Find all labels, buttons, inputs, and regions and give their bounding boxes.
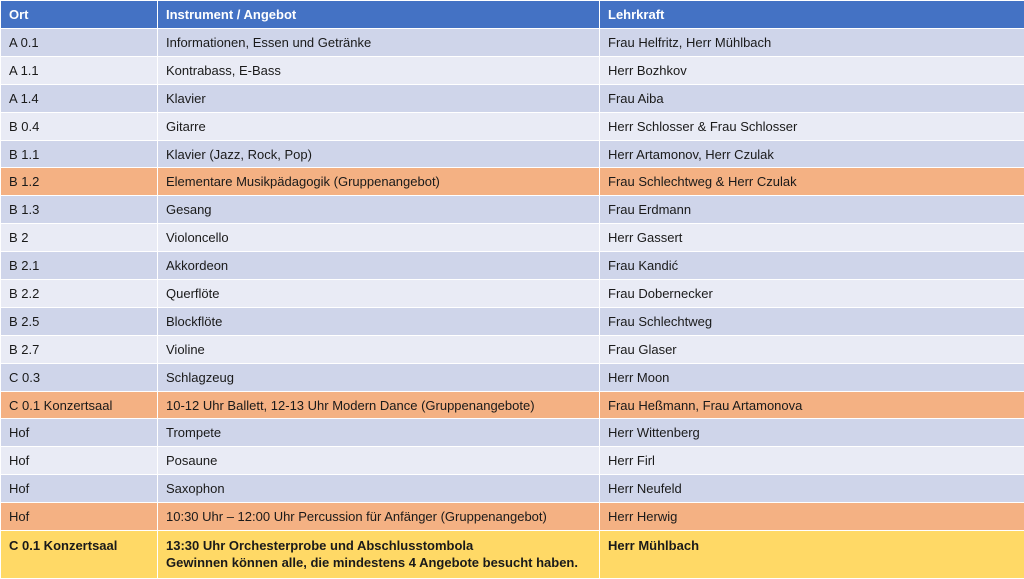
ort-cell: B 1.1 [1,140,158,168]
table-row [1,224,1024,252]
ort-cell: B 1.2 [1,168,158,196]
lehrkraft-cell: Frau Schlechtweg & Herr Czulak [600,168,1024,196]
final-row [1,531,1024,579]
table-row [1,252,1024,280]
angebot-cell: Blockflöte [158,307,600,335]
table-row [1,140,1024,168]
lehrkraft-cell: Herr Firl [600,447,1024,475]
angebot-cell: Querflöte [158,280,600,308]
angebot-cell: Elementare Musikpädagogik (Gruppenangebot) [158,168,600,196]
angebot-cell: Kontrabass, E-Bass [158,56,600,84]
angebot-cell: Trompete [158,419,600,447]
angebot-cell: Klavier [158,84,600,112]
angebot-cell: Gitarre [158,112,600,140]
angebot-cell: Akkordeon [158,252,600,280]
table-row [1,391,1024,419]
lehrkraft-cell: Frau Dobernecker [600,280,1024,308]
table-row [1,112,1024,140]
table-row [1,503,1024,531]
table-row [1,307,1024,335]
header-angebot: Instrument / Angebot [158,1,600,29]
angebot-cell: 10:30 Uhr – 12:00 Uhr Percussion für Anfänger (Gruppenangebot) [158,503,600,531]
ort-cell: A 1.1 [1,56,158,84]
angebot-cell: Violoncello [158,224,600,252]
ort-cell: C 0.3 [1,363,158,391]
lehrkraft-cell: Frau Kandić [600,252,1024,280]
final-ort-cell: C 0.1 Konzertsaal [1,531,158,579]
header-lehrkraft: Lehrkraft [600,1,1024,29]
lehrkraft-cell: Frau Schlechtweg [600,307,1024,335]
ort-cell: B 2.2 [1,280,158,308]
ort-cell: B 1.3 [1,196,158,224]
lehrkraft-cell: Frau Erdmann [600,196,1024,224]
angebot-cell: Schlagzeug [158,363,600,391]
table-row [1,196,1024,224]
ort-cell: A 0.1 [1,29,158,57]
angebot-cell: Posaune [158,447,600,475]
angebot-cell: Violine [158,335,600,363]
lehrkraft-cell: Herr Bozhkov [600,56,1024,84]
table-row [1,475,1024,503]
table-row [1,280,1024,308]
final-lehrkraft-cell: Herr Mühlbach [600,531,1024,579]
angebot-cell: Saxophon [158,475,600,503]
final-angebot-cell [158,531,600,579]
header-ort: Ort [1,1,158,29]
table-row [1,168,1024,196]
table-body [1,29,1024,579]
lehrkraft-cell: Herr Schlosser & Frau Schlosser [600,112,1024,140]
ort-cell: B 0.4 [1,112,158,140]
ort-cell: Hof [1,475,158,503]
angebot-cell: Informationen, Essen und Getränke [158,29,600,57]
lehrkraft-cell: Herr Moon [600,363,1024,391]
angebot-cell: 10-12 Uhr Ballett, 12-13 Uhr Modern Dance (Gruppenangebote) [158,391,600,419]
angebot-cell: Gesang [158,196,600,224]
ort-cell: Hof [1,419,158,447]
lehrkraft-cell: Herr Herwig [600,503,1024,531]
lehrkraft-cell: Frau Heßmann, Frau Artamonova [600,391,1024,419]
lehrkraft-cell: Herr Artamonov, Herr Czulak [600,140,1024,168]
table-row [1,84,1024,112]
lehrkraft-cell: Frau Helfritz, Herr Mühlbach [600,29,1024,57]
header-row [1,1,1024,29]
lehrkraft-cell: Frau Aiba [600,84,1024,112]
table-row [1,363,1024,391]
table-row [1,419,1024,447]
table-row [1,29,1024,57]
ort-cell: B 2.1 [1,252,158,280]
lehrkraft-cell: Frau Glaser [600,335,1024,363]
table-row [1,335,1024,363]
ort-cell: C 0.1 Konzertsaal [1,391,158,419]
lehrkraft-cell: Herr Wittenberg [600,419,1024,447]
ort-cell: Hof [1,447,158,475]
final-angebot-line2: Gewinnen können alle, die mindestens 4 Angebote besucht haben. [166,554,591,571]
ort-cell: B 2.5 [1,307,158,335]
angebot-cell: Klavier (Jazz, Rock, Pop) [158,140,600,168]
ort-cell: B 2 [1,224,158,252]
ort-cell: B 2.7 [1,335,158,363]
lehrkraft-cell: Herr Neufeld [600,475,1024,503]
final-angebot-line1: 13:30 Uhr Orchesterprobe und Abschlusstombola [166,537,591,554]
lehrkraft-cell: Herr Gassert [600,224,1024,252]
table-row [1,447,1024,475]
table-row [1,56,1024,84]
ort-cell: Hof [1,503,158,531]
ort-cell: A 1.4 [1,84,158,112]
